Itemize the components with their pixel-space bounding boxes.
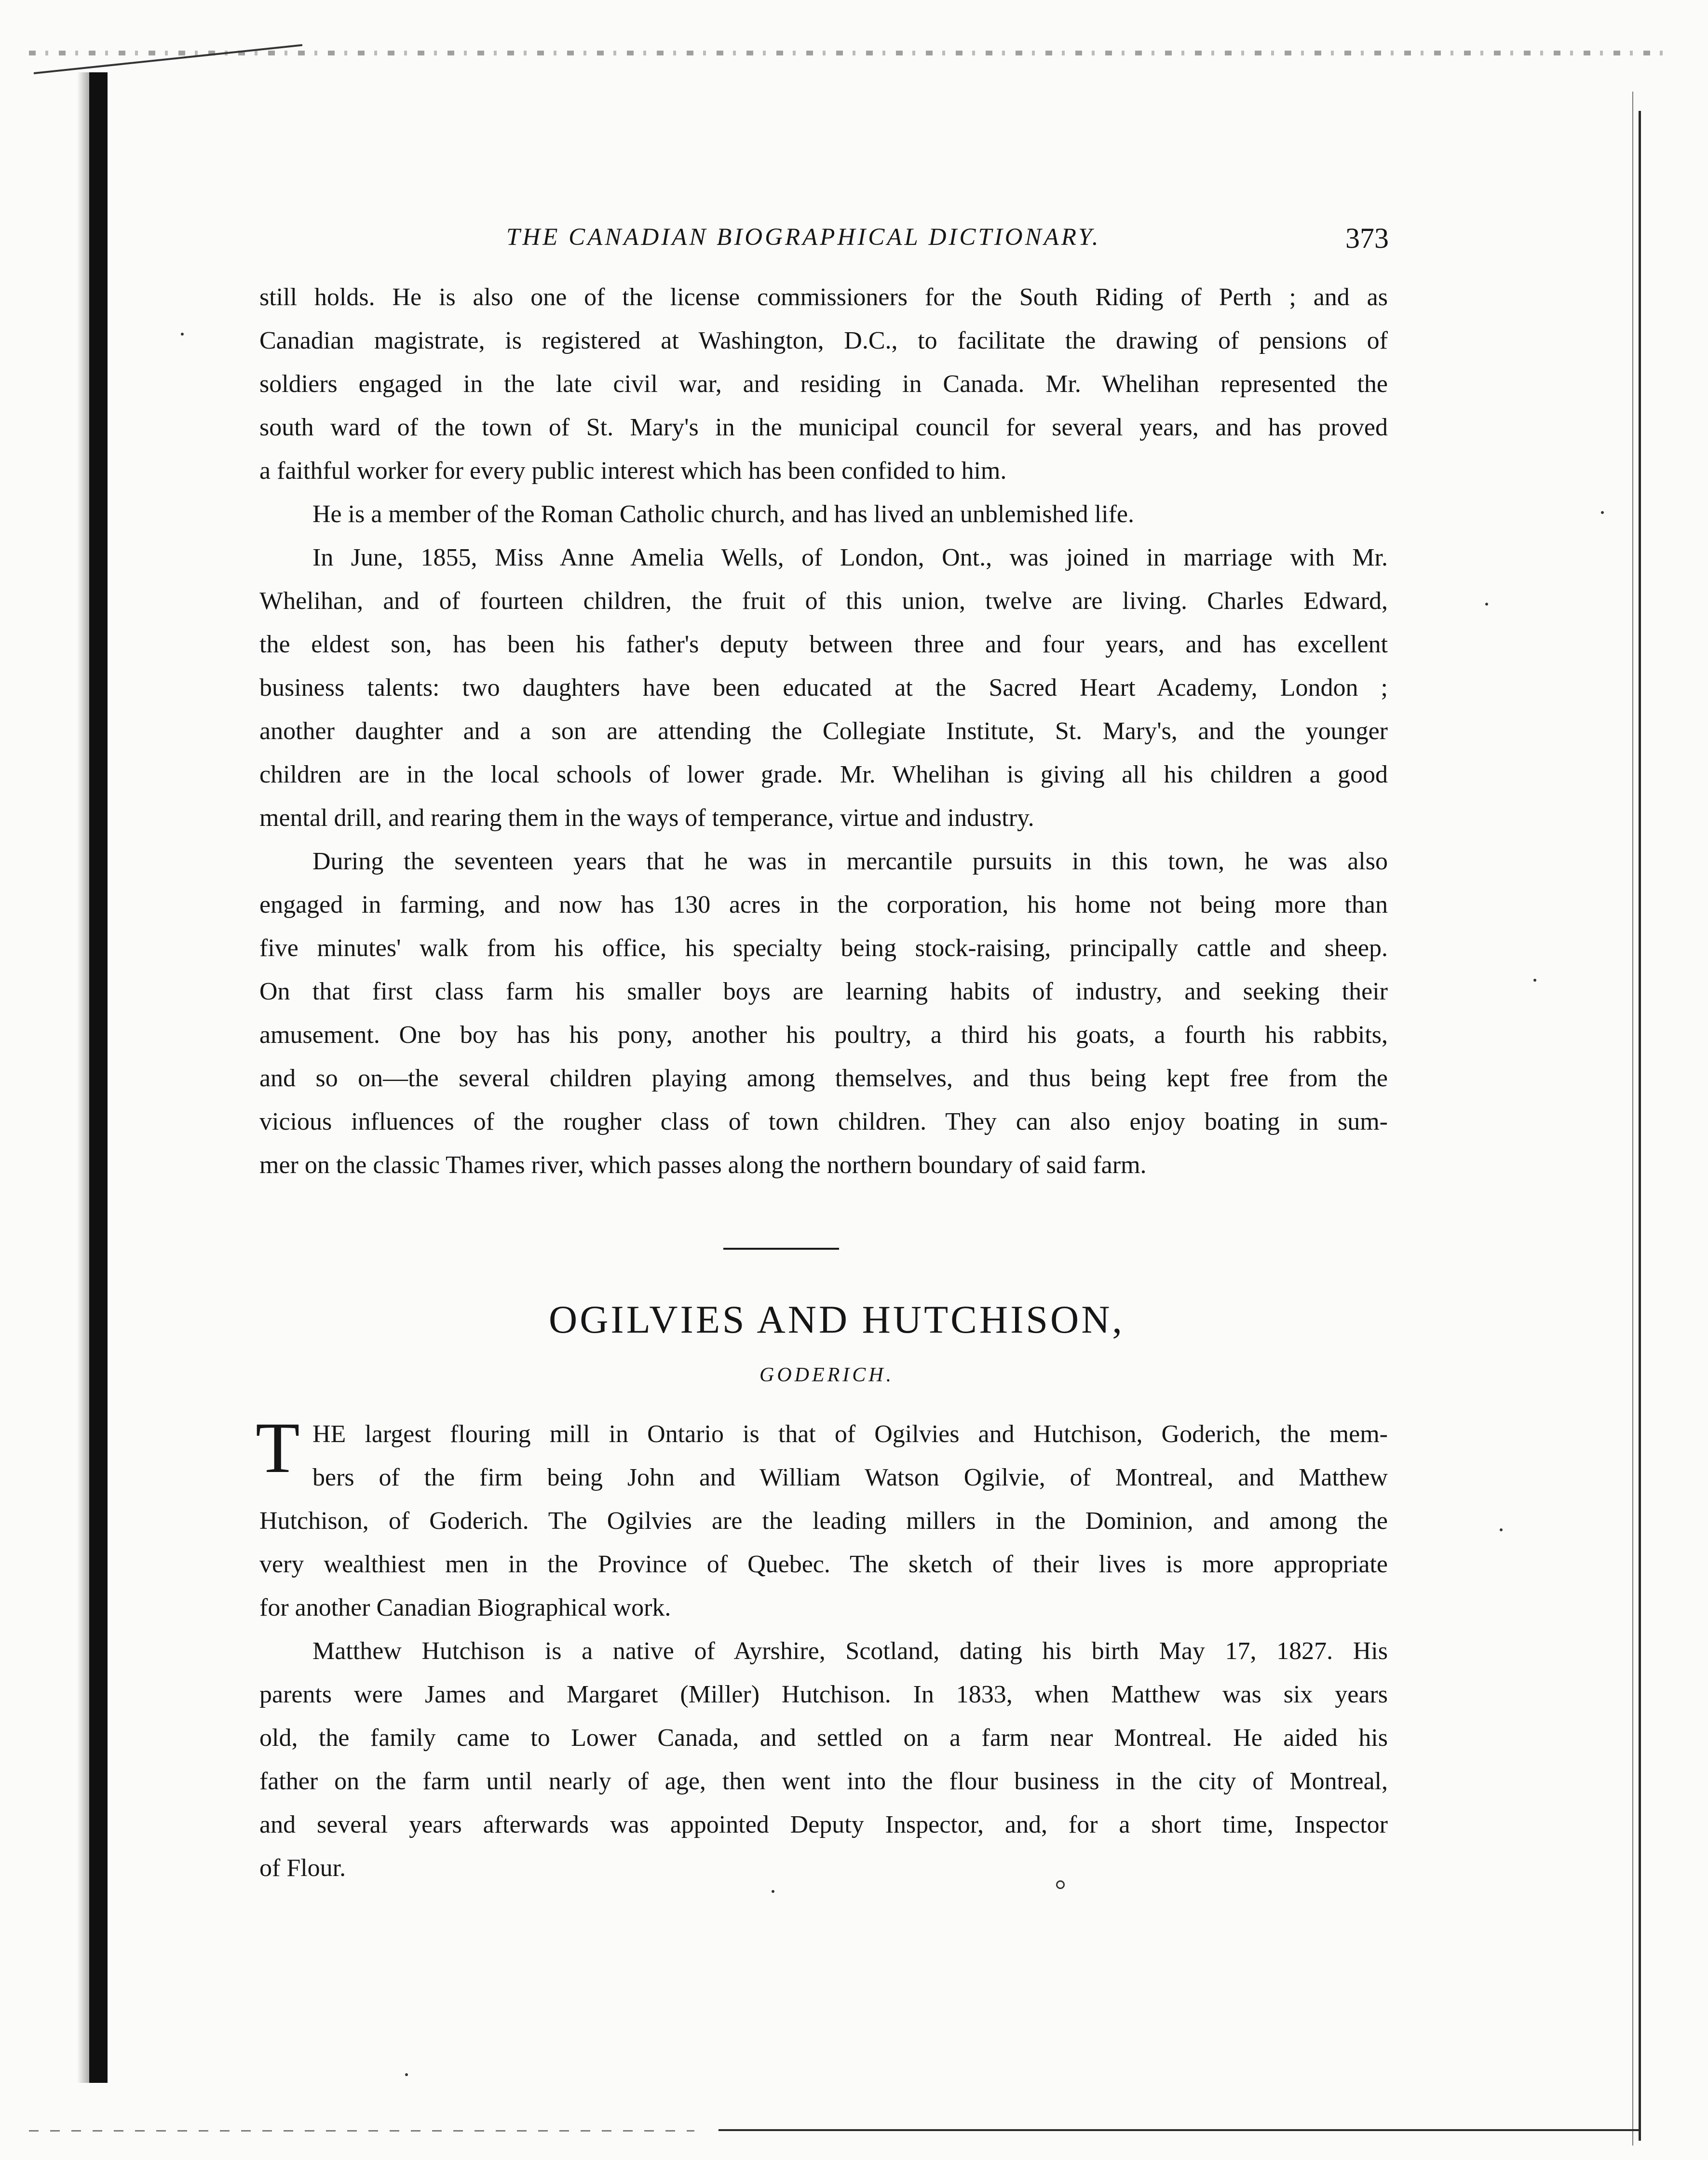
body-line: vicious influences of the rougher class of town children. They can also enjoy boating in sum-	[259, 1108, 1388, 1135]
body-line: parents were James and Margaret (Miller) Hutchison. In 1833, when Matthew was six years	[259, 1681, 1388, 1708]
body-line: very wealthiest men in the Province of Quebec. The sketch of their lives is more appropriate	[259, 1551, 1388, 1578]
scan-top-edge	[29, 51, 1668, 55]
body-line: and so on—the several children playing among themselves, and thus being kept free from the	[259, 1065, 1388, 1092]
scan-right-edge	[1639, 111, 1641, 2141]
scan-speck	[1485, 603, 1488, 606]
body-line: children are in the local schools of lower grade. Mr. Whelihan is giving all his children a good	[259, 761, 1388, 788]
body-line: bers of the firm being John and William Watson Ogilvie, of Montreal, and Matthew	[312, 1464, 1388, 1491]
section-divider	[723, 1248, 839, 1250]
body-line: soldiers engaged in the late civil war, and residing in Canada. Mr. Whelihan represented the	[259, 370, 1388, 398]
body-line: old, the family came to Lower Canada, and settled on a farm near Montreal. He aided his	[259, 1724, 1388, 1752]
body-line: and several years afterwards was appointed Deputy Inspector, and, for a short time, Inspector	[259, 1811, 1388, 1838]
scan-speck	[181, 333, 184, 336]
scan-bottom-edge-left	[29, 2130, 694, 2132]
body-line: Whelihan, and of fourteen children, the fruit of this union, twelve are living. Charles Edward,	[259, 587, 1388, 615]
scan-speck	[1533, 979, 1536, 982]
page-number: 373	[1345, 222, 1389, 254]
scan-speck	[1601, 511, 1604, 514]
body-line: south ward of the town of St. Mary's in the municipal council for several years, and has proved	[259, 414, 1388, 441]
scan-binding-shadow	[77, 72, 91, 2083]
body-line: for another Canadian Biographical work.	[259, 1594, 671, 1621]
body-line: In June, 1855, Miss Anne Amelia Wells, of London, Ont., was joined in marriage with Mr.	[312, 544, 1388, 571]
scan-top-mark	[34, 44, 302, 74]
body-line: business talents: two daughters have been educated at the Sacred Heart Academy, London ;	[259, 674, 1388, 702]
scan-speck	[1500, 1528, 1503, 1531]
section-place: GODERICH.	[759, 1364, 895, 1386]
body-line: father on the farm until nearly of age, then went into the flour business in the city of Montreal,	[259, 1768, 1388, 1795]
body-line: HE largest flouring mill in Ontario is that of Ogilvies and Hutchison, Goderich, the mem-	[312, 1420, 1388, 1448]
section-title: OGILVIES AND HUTCHISON,	[549, 1297, 1125, 1341]
body-line: Matthew Hutchison is a native of Ayrshire, Scotland, dating his birth May 17, 1827. His	[312, 1637, 1388, 1665]
scan-binding-edge	[89, 72, 108, 2083]
body-line: Canadian magistrate, is registered at Washington, D.C., to facilitate the drawing of pensions of	[259, 327, 1388, 354]
running-head: THE CANADIAN BIOGRAPHICAL DICTIONARY.	[506, 224, 1101, 251]
body-line: engaged in farming, and now has 130 acres in the corporation, his home not being more than	[259, 891, 1388, 918]
body-line: a faithful worker for every public interest which has been confided to him.	[259, 457, 1007, 485]
scan-bottom-edge	[718, 2129, 1640, 2131]
body-line: He is a member of the Roman Catholic church, and has lived an unblemished life.	[312, 500, 1134, 528]
body-line: still holds. He is also one of the license commissioners for the South Riding of Perth ; and as	[259, 284, 1388, 311]
drop-cap: T	[256, 1408, 300, 1488]
scan-right-edge-faint	[1632, 92, 1633, 2146]
body-line: On that first class farm his smaller boys are learning habits of industry, and seeking their	[259, 978, 1388, 1005]
body-line: mental drill, and rearing them in the ways of temperance, virtue and industry.	[259, 804, 1034, 832]
body-line: another daughter and a son are attending the Collegiate Institute, St. Mary's, and the younger	[259, 717, 1388, 745]
scan-speck	[405, 2073, 408, 2076]
body-line: During the seventeen years that he was in mercantile pursuits in this town, he was also	[312, 848, 1388, 875]
body-line: of Flour.	[259, 1854, 346, 1882]
scan-speck	[772, 1890, 774, 1893]
body-line: five minutes' walk from his office, his specialty being stock-raising, principally cattle and sheep.	[259, 934, 1388, 962]
body-line: the eldest son, has been his father's deputy between three and four years, and has excellent	[259, 631, 1388, 658]
body-line: amusement. One boy has his pony, another his poultry, a third his goats, a fourth his rabbits,	[259, 1021, 1388, 1049]
body-line: mer on the classic Thames river, which passes along the northern boundary of said farm.	[259, 1151, 1147, 1179]
body-line: Hutchison, of Goderich. The Ogilvies are the leading millers in the Dominion, and among the	[259, 1507, 1388, 1535]
